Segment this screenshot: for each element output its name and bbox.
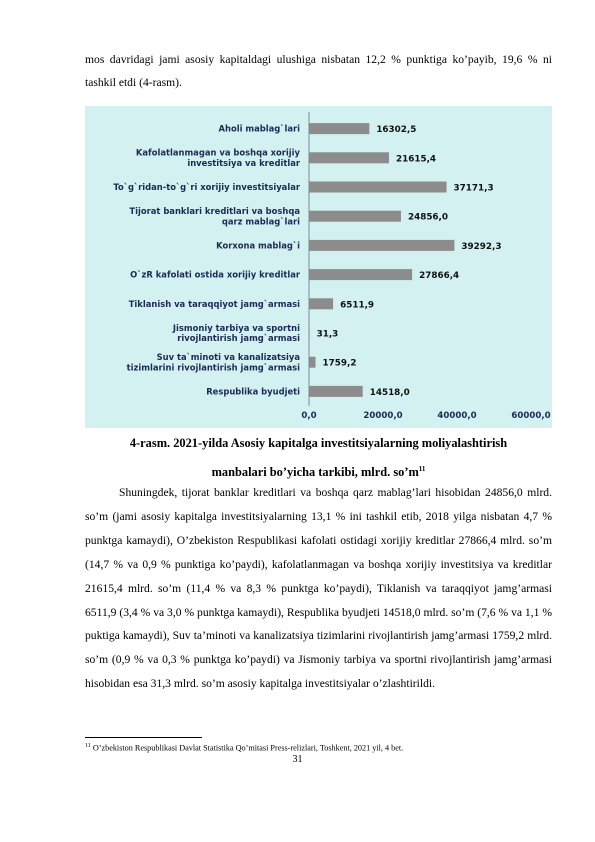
caption-footnote-ref: 11 (418, 465, 426, 473)
x-tick-label: 0,0 (301, 411, 317, 421)
footnote-ref: 11 (85, 743, 91, 749)
x-tick-label: 20000,0 (363, 411, 403, 421)
category-label: Respublika byudjeti (206, 386, 300, 397)
value-label: 27866,4 (419, 271, 460, 282)
bar (309, 357, 316, 368)
bar-chart-svg (85, 106, 552, 428)
bar (309, 182, 447, 193)
figure-caption (85, 430, 552, 485)
category-label: tizimlarini rivojlantirish jamg`armasi (126, 362, 300, 373)
top-paragraph: mos davridagi jami asosiy kapitaldagi ulushiga nisbatan 12,2 % punktiga ko’payib, 19,6 % ni tashkil etdi (4-rasm). (85, 53, 552, 89)
category-label: rivojlantirish jamg`armasi (177, 333, 300, 344)
category-label: Korxona mablag`i (216, 240, 300, 251)
bar (309, 240, 454, 251)
category-label: Tijorat banklari kreditlari va boshqa (129, 206, 300, 216)
bar-chart (85, 106, 552, 428)
bar (309, 269, 412, 280)
value-labels (317, 125, 502, 398)
value-label: 1759,2 (322, 358, 357, 369)
bar (309, 152, 389, 163)
category-label: Suv ta`minoti va kanalizatsiya (156, 352, 300, 362)
value-label: 6511,9 (340, 300, 375, 311)
caption-line-1: 4-rasm. 2021-yilda Asosiy kapitalga investitsiyalarning moliyalashtirish (129, 436, 508, 450)
bar (309, 123, 369, 134)
x-tick-label: 40000,0 (437, 411, 477, 421)
value-label: 37171,3 (453, 183, 494, 194)
footnote-text: O’zbekiston Respublikasi Davlat Statistika Qo’mitasi Press-relizlari, Toshkent, 2021 yil, 4 bet. (90, 743, 404, 753)
caption-line-2-text: manbalari bo’yicha tarkibi, mlrd. so’m (211, 465, 419, 480)
bar (309, 386, 363, 397)
category-label: Kafolatlanmagan va boshqa xorijiy (135, 147, 300, 158)
category-labels (113, 124, 300, 397)
category-label: qarz mablag`lari (221, 216, 300, 227)
x-tick-labels (301, 411, 550, 421)
x-tick-label: 60000,0 (511, 411, 551, 421)
body-paragraph: Shuningdek, tijorat banklar kreditlari va boshqa qarz mablag’lari hisobidan 24856,0 mlrd. so’m (jami asosiy kapitalga investitsiyalarning 13,1 % ini tashkil etib, 2018 yilga nisbatan 4,7 % punktga kamaydi), O’zbekiston Respublikasi kafolati ostidagi xorijiy kreditlar 27866,4 mlrd. so’m (14,7 % va 0,9 % punktiga ko’paydi), kafolatlanmagan va boshqa xorijiy investitsiya va kreditlar 21615,4 mlrd. so’m (11,4 % va 8,3 % punktga ko’paydi), Tiklanish va taraqqiyot jamg’armasi 6511,9 (3,4 % va 3,0 % punktga kamaydi), Respublika byudjeti 14518,0 mlrd. so’m (7,6 % va 1,1 % puktiga kamaydi), Suv ta’minoti va kanalizatsiya tizimlarini rivojlantirish jamg’armasi 1759,2 mlrd. so’m (0,9 % va 0,3 % punktga ko’paydi) va Jismoniy tarbiya va sportni rivojlantirish jamg’armasi hisobidan esa 31,3 mlrd. so’m asosiy kapitalga investitsiyalar o’zlashtirildi. (85, 486, 552, 691)
value-label: 31,3 (316, 329, 339, 340)
bar (309, 211, 401, 222)
category-label: To`g`ridan-to`g`ri xorijiy investitsiyalar (113, 182, 300, 192)
value-label: 21615,4 (395, 154, 437, 165)
category-label: investitsiya va kreditlar (187, 158, 300, 168)
category-label: Aholi mablag`lari (218, 123, 300, 134)
category-label: Tiklanish va taraqqiyot jamg`armasi (128, 298, 300, 309)
value-label: 14518,0 (369, 387, 410, 398)
value-label: 24856,0 (407, 212, 449, 223)
value-label: 39292,3 (461, 241, 502, 252)
category-label: Jismoniy tarbiya va sportni (172, 322, 300, 333)
page-number: 31 (292, 754, 303, 765)
footnote-divider (85, 737, 202, 738)
bar (309, 298, 333, 309)
category-label: O`zR kafolati ostida xorijiy kreditlar (130, 269, 300, 280)
footnote (85, 741, 552, 754)
value-label: 16302,5 (376, 125, 417, 136)
